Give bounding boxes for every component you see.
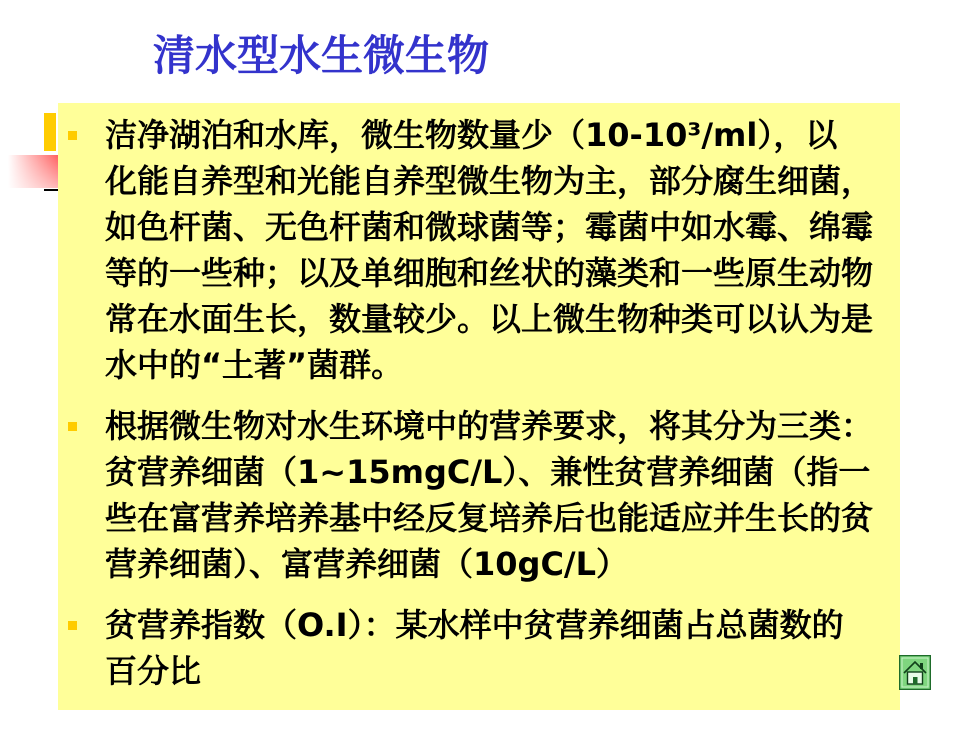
bullet-item [105,112,905,388]
bullet-text-line: 营养细菌）、富营养细菌（10gC/L） [105,545,629,583]
slide-title: 清水型水生微生物 [153,31,490,80]
bullet-text-line: 水中的“土著”菌群。 [105,346,404,384]
bullet-text-line: 贫营养指数（O.I）：某水样中贫营养细菌占总菌数的 [105,606,844,644]
decorative-yellow-bar [44,113,56,151]
bullet-text-line: 贫营养细菌（1~15mgC/L）、兼性贫营养细菌（指一 [105,453,871,491]
bullet-text-line: 化能自养型和光能自养型微生物为主，部分腐生细菌， [105,162,874,200]
square-bullet-icon [68,621,77,630]
bullet-text-line: 百分比 [105,652,202,690]
bullet-text-line: 些在富营养培养基中经反复培养后也能适应并生长的贫 [105,499,874,537]
bullet-text-line: 根据微生物对水生环境中的营养要求，将其分为三类： [105,407,874,445]
square-bullet-icon [68,422,77,431]
bullet-text-line: 等的一些种；以及单细胞和丝状的藻类和一些原生动物 [105,254,874,292]
home-button[interactable] [899,655,931,690]
bullet-item [105,403,905,587]
decorative-red-gradient-bar [8,155,60,188]
square-bullet-icon [68,131,77,140]
bullet-text-line: 常在水面生长，数量较少。以上微生物种类可以认为是 [105,300,874,338]
bullet-item [105,602,905,694]
bullet-text-line: 如色杆菌、无色杆菌和微球菌等；霉菌中如水霉、绵霉 [105,208,874,246]
bullet-list [105,112,905,709]
bullet-text-line: 洁净湖泊和水库，微生物数量少（10-10³/ml），以 [105,116,838,154]
home-icon [899,655,931,690]
